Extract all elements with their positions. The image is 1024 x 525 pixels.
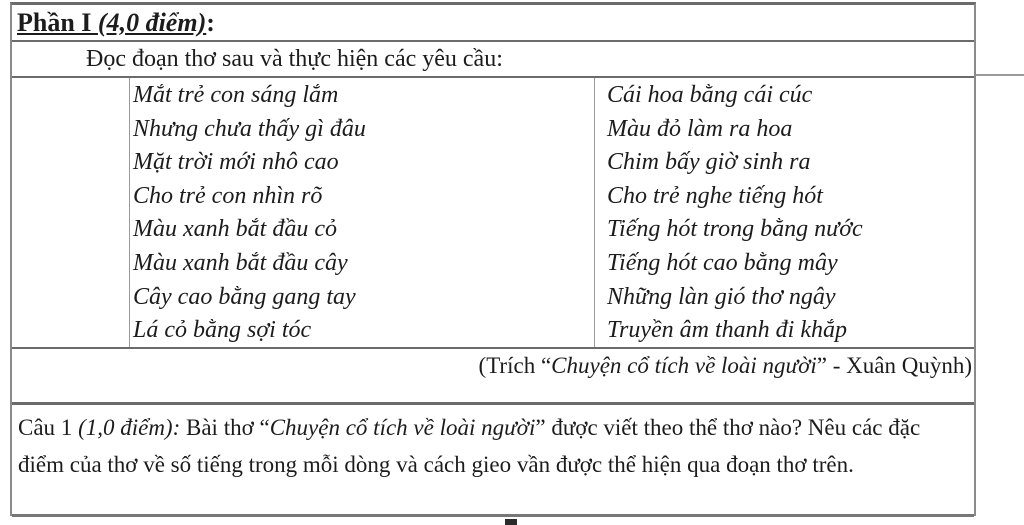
poem-line: Cho trẻ con nhìn rõ	[133, 182, 323, 209]
question-quote-open: “	[259, 415, 270, 440]
citation-suffix: ” - Xuân Quỳnh)	[816, 353, 972, 378]
question-label: Câu 1	[18, 415, 79, 440]
poem-line: Truyền âm thanh đi khắp	[607, 317, 847, 344]
part-heading-colon: :	[206, 8, 215, 37]
question-row	[12, 405, 974, 517]
poem-line: Màu xanh bắt đầu cây	[133, 249, 348, 276]
instruction-row	[12, 42, 974, 78]
citation-row	[12, 349, 974, 405]
poem-line: Mặt trời mới nhô cao	[133, 149, 339, 176]
poem-line: Màu xanh bắt đầu cỏ	[133, 216, 337, 243]
question-poem-title: Chuyện cổ tích về loài người	[269, 415, 536, 440]
poem-spacer-cell	[12, 78, 130, 347]
poem-line: Tiếng hót cao bằng mây	[607, 249, 838, 276]
instruction-text: Đọc đoạn thơ sau và thực hiện các yêu cầu:	[86, 46, 503, 72]
poem-line: Mắt trẻ con sáng lắm	[133, 82, 339, 108]
question-quote-close: ”	[535, 415, 546, 440]
question-lead: Bài thơ	[180, 415, 260, 440]
poem-line: Cho trẻ nghe tiếng hót	[607, 182, 823, 209]
part-heading	[17, 8, 206, 37]
poem-line: Những làn gió thơ ngây	[607, 283, 836, 310]
poem-left-column	[130, 78, 595, 347]
citation-prefix: (Trích “	[478, 353, 552, 378]
cropped-next-row-mark	[505, 519, 517, 525]
part-heading-row	[12, 5, 974, 42]
poem-line: Tiếng hót trong bằng nước	[607, 216, 863, 243]
poem-line: Chim bấy giờ sinh ra	[607, 149, 811, 176]
part-heading-points: (4,0 điểm)	[97, 8, 207, 37]
poem-line: Lá cỏ bằng sợi tóc	[133, 317, 312, 344]
poem-right-column	[595, 78, 974, 347]
poem-line: Màu đỏ làm ra hoa	[607, 115, 793, 142]
poem-row	[12, 78, 974, 349]
right-margin-rule	[976, 74, 1024, 76]
question-points: (1,0 điểm):	[78, 415, 181, 440]
poem-line: Nhưng chưa thấy gì đâu	[133, 115, 366, 142]
question-text: được viết theo thể thơ nào? Nêu các đặc điểm của thơ về số tiếng trong mỗi dòng và cách gieo vần được thể hiện qua đoạn thơ trên.	[18, 415, 921, 478]
exam-paper-table	[10, 2, 976, 516]
part-heading-label: Phần I	[17, 8, 98, 37]
poem-line: Cây cao bằng gang tay	[133, 283, 356, 310]
poem-line: Cái hoa bằng cái cúc	[607, 82, 813, 108]
citation-poem-title: Chuyện cổ tích về loài người	[551, 353, 817, 378]
